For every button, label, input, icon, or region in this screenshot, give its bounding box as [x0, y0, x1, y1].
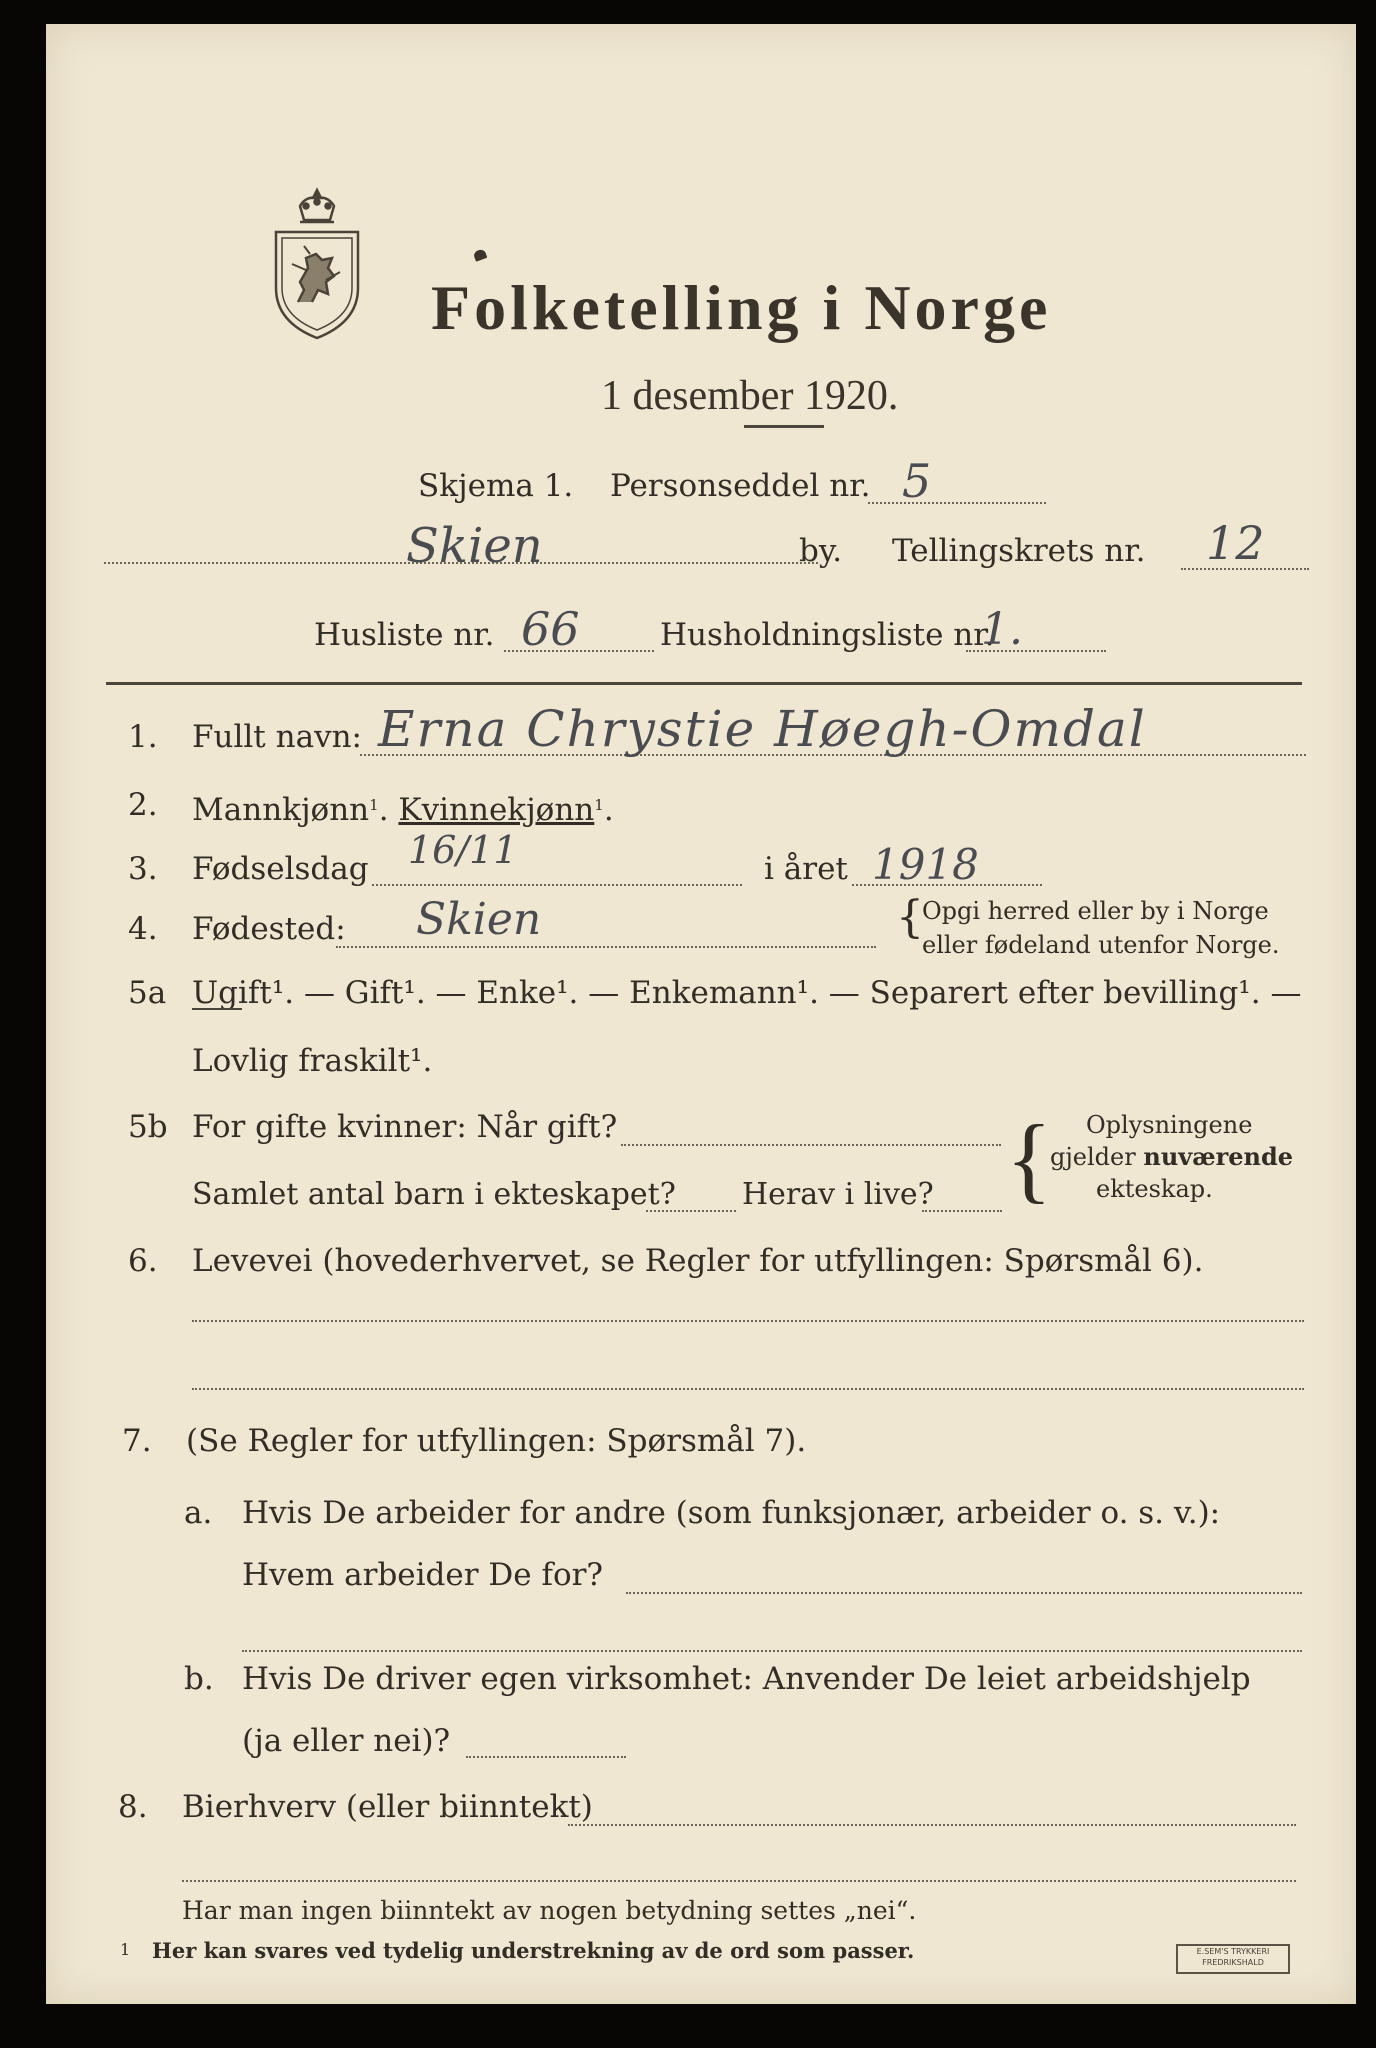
- employer-line-1[interactable]: [626, 1592, 1302, 1594]
- birthdate-value[interactable]: 16/11: [408, 828, 518, 872]
- tellingskrets-value[interactable]: 12: [1206, 516, 1265, 570]
- q5b-married-label: For gifte kvinner: Når gift?: [192, 1109, 618, 1145]
- q5b-note-2: gjelder nuværende: [1050, 1142, 1294, 1171]
- gender-options: Mannkjønn$^1$. Kvinnekjønn$^1$.: [192, 792, 614, 828]
- birth-year-value[interactable]: 1918: [872, 840, 979, 889]
- q8-number: 8.: [118, 1789, 148, 1825]
- husliste-label: Husliste nr.: [314, 617, 495, 653]
- ink-mark: [473, 248, 488, 262]
- q5b-children-label: Samlet antal barn i ekteskapet?: [192, 1177, 676, 1212]
- q5b-note-3: ekteskap.: [1096, 1175, 1213, 1203]
- tellingskrets-label: Tellingskrets nr.: [892, 533, 1146, 569]
- city-label: by.: [799, 533, 843, 569]
- personseddel-label: Personseddel nr.: [610, 468, 871, 504]
- full-name-value[interactable]: Erna Chrystie Høegh-Omdal: [378, 700, 1147, 758]
- option-male[interactable]: Mannkjønn: [192, 792, 370, 828]
- q1-number: 1.: [128, 719, 158, 755]
- footnote-text: Her kan svares ved tydelig understrekning av de ord som passer.: [152, 1938, 915, 1963]
- footnote-mark: 1: [120, 1940, 131, 1959]
- q7a-letter: a.: [184, 1495, 213, 1531]
- q7-number: 7.: [122, 1423, 152, 1459]
- title-divider: [744, 425, 824, 428]
- employer-line-2[interactable]: [242, 1650, 1302, 1652]
- husholdning-value[interactable]: 1.: [981, 604, 1023, 655]
- option-female[interactable]: Kvinnekjønn: [398, 792, 595, 828]
- q7a-line1: Hvis De arbeider for andre (som funksjonær, arbeider o. s. v.):: [242, 1495, 1221, 1531]
- q1-label: Fullt navn:: [192, 719, 362, 755]
- birthplace-value[interactable]: Skien: [416, 894, 542, 945]
- occupation-line-1[interactable]: [192, 1320, 1304, 1322]
- q6-number: 6.: [128, 1243, 158, 1279]
- side-income-line-2[interactable]: [182, 1880, 1296, 1882]
- occupation-line-2[interactable]: [192, 1388, 1304, 1390]
- q5b-number: 5b: [128, 1109, 168, 1145]
- q4-label: Fødested:: [192, 911, 346, 947]
- q7b-letter: b.: [184, 1661, 214, 1697]
- q6-label: Levevei (hovederhvervet, se Regler for utfyllingen: Spørsmål 6).: [192, 1243, 1204, 1279]
- schema-label: Skjema 1.: [418, 468, 574, 504]
- year-label: i året: [764, 851, 848, 887]
- census-form-page: Folketelling i Norge 1 desember 1920. Skjema 1. Personseddel nr. 5 Skien by. Tellingskrets nr. 12 Husliste nr. 66 Husholdningsliste nr. 1. 1. Fullt navn: Erna Chrystie Høegh-Omdal 2. Mannkjønn$^1$. Kvinnekjønn$^1$. 3. Fødselsdag 16/11 i året 1918 4. Fødested: Skien { Opgi herred eller by i Norge eller fødeland utenfor Norge. 5a Ugift¹. — Gift¹. — Enke¹. — Enkemann¹. — Separert efter bevilling¹. — Lovlig fraskilt¹. 5b For gifte kvinner: Når gift? Samlet antal barn i ekteskapet? Herav i live? { Oplysningene gjelder nuværende ekteskap. 6. Levevei (hovederhvervet, se Regler for utfyllingen: Spørsmål 6). 7. (Se Regler for utfyllingen: Spørsmål 7). a. Hvis De arbeider for andre (som funksjonær, arbeider o. s. v.): Hvem arbeider De for? b. Hvis De driver egen virksomhet: Anvender De leiet arbeidshjelp (ja eller nei)? 8. Bierhverv (eller biinntekt) Har man ingen biinntekt av nogen betydning settes „nei“. 1 Her kan svares ved tydelig understrekning av de ord som passer. E.SEM'S TRYKKERI FREDRIKSHALD: [46, 24, 1356, 2004]
- header-rule: [106, 682, 1302, 685]
- husholdning-label: Husholdningsliste nr.: [660, 617, 995, 653]
- hired-help-field[interactable]: [466, 1756, 626, 1758]
- q5b-note-1: Oplysningene: [1086, 1111, 1253, 1139]
- husliste-value[interactable]: 66: [521, 602, 580, 656]
- side-income-line-1[interactable]: [568, 1824, 1296, 1826]
- q8-label: Bierhverv (eller biinntekt): [182, 1789, 593, 1825]
- census-date: 1 desember 1920.: [601, 373, 899, 419]
- q3-label: Fødselsdag: [192, 851, 369, 887]
- marital-status-divorced[interactable]: Lovlig fraskilt¹.: [192, 1043, 433, 1079]
- q7-label: (Se Regler for utfyllingen: Spørsmål 7).: [186, 1423, 807, 1459]
- birthplace-note-2: eller fødeland utenfor Norge.: [922, 931, 1280, 959]
- marital-status-options[interactable]: Ugift¹. — Gift¹. — Enke¹. — Enkemann¹. — Separert efter bevilling¹. —: [192, 975, 1302, 1011]
- q7b-line1: Hvis De driver egen virksomhet: Anvender De leiet arbeidshjelp: [242, 1661, 1251, 1697]
- personseddel-value[interactable]: 5: [902, 454, 932, 508]
- printer-stamp: E.SEM'S TRYKKERI FREDRIKSHALD: [1176, 1944, 1290, 1974]
- norwegian-coat-of-arms-icon: [262, 184, 372, 344]
- q5a-number: 5a: [128, 975, 167, 1011]
- form-title: Folketelling i Norge: [431, 272, 1052, 343]
- no-income-note: Har man ingen biinntekt av nogen betydning settes „nei“.: [182, 1896, 917, 1925]
- city-value[interactable]: Skien: [406, 518, 543, 574]
- q7b-line2: (ja eller nei)?: [242, 1723, 451, 1759]
- ugift-underline: [192, 1008, 242, 1010]
- q5b-alive-label: Herav i live?: [742, 1177, 934, 1212]
- q2-number: 2.: [128, 787, 158, 823]
- birthplace-note-1: Opgi herred eller by i Norge: [922, 897, 1269, 925]
- q3-number: 3.: [128, 851, 158, 887]
- q4-number: 4.: [128, 911, 158, 947]
- q7a-line2: Hvem arbeider De for?: [242, 1557, 604, 1593]
